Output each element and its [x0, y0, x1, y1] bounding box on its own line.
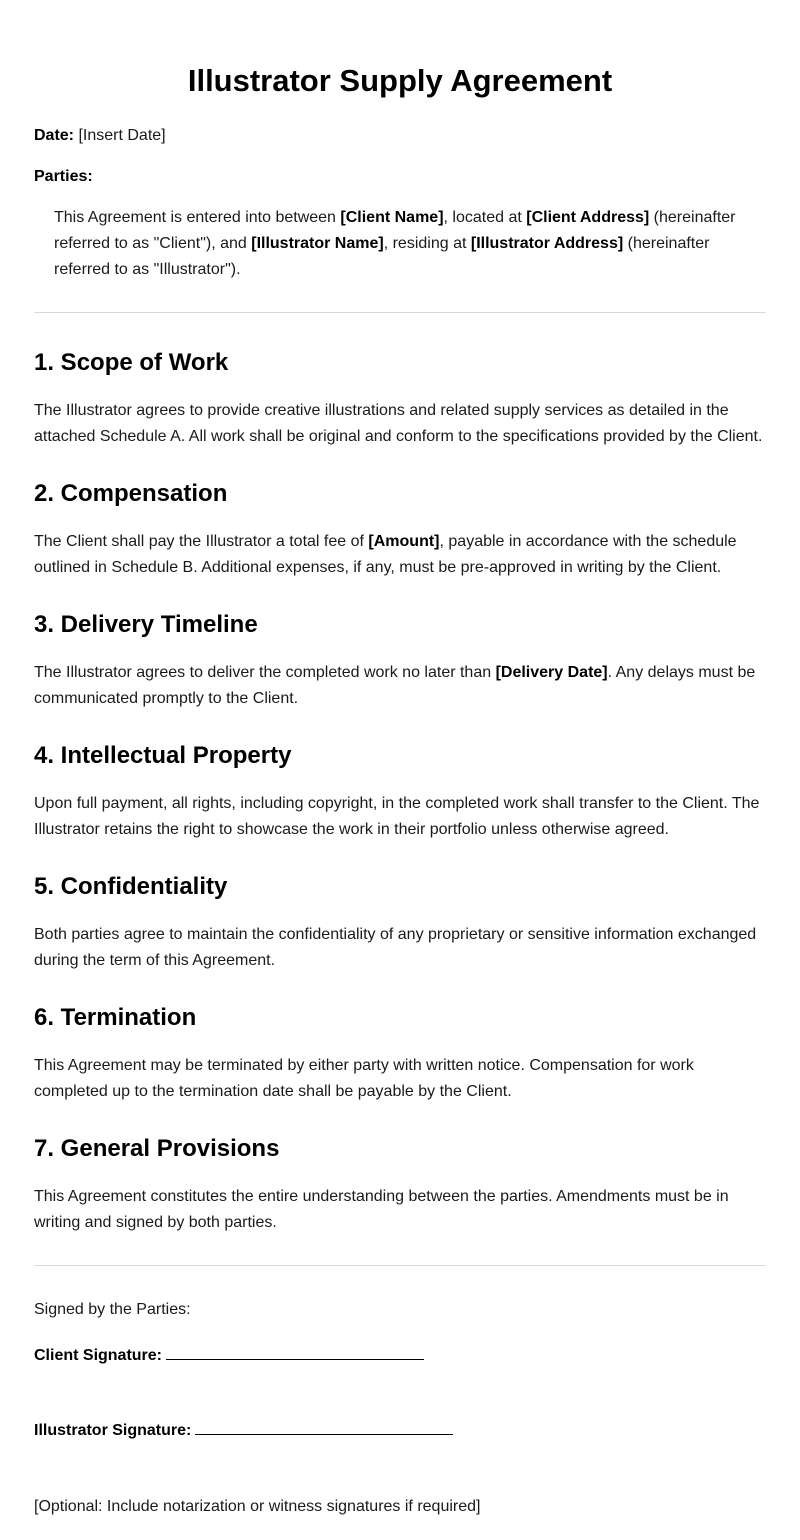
parties-label	[34, 165, 766, 189]
delivery-date-placeholder: [Delivery Date]	[495, 664, 608, 681]
illustrator-signature-line	[34, 1419, 766, 1443]
client-signature-field[interactable]	[166, 1345, 424, 1360]
client-signature-line	[34, 1344, 766, 1368]
section-heading: 5. Confidentiality	[34, 873, 228, 900]
section-delivery-timeline	[34, 609, 766, 712]
date-label: Date:	[34, 127, 75, 144]
parties-text-1: This Agreement is entered into between	[54, 209, 341, 226]
compensation-text-1: The Client shall pay the Illustrator a total fee of	[34, 533, 369, 550]
delivery-text-2: . Any delays must be communicated promptly to the Client.	[34, 664, 756, 707]
compensation-text-2: , payable in accordance with the schedule outlined in Schedule B. Additional expenses, if any, must be pre-approved in writing by the Client.	[34, 533, 737, 576]
section-heading: 2. Compensation	[34, 480, 228, 507]
section-text	[34, 529, 766, 581]
section-text	[34, 660, 766, 712]
parties-text-3: (hereinafter referred to as "Client"), and	[54, 209, 736, 252]
section-compensation	[34, 478, 766, 581]
illustrator-name-placeholder: [Illustrator Name]	[251, 235, 384, 252]
divider	[34, 1265, 766, 1266]
agreement-sections	[34, 347, 766, 1236]
illustrator-address-placeholder: [Illustrator Address]	[470, 235, 624, 252]
date-value: [Insert Date]	[78, 127, 166, 144]
section-general-provisions	[34, 1133, 766, 1236]
section-heading: 3. Delivery Timeline	[34, 611, 258, 638]
section-text: Upon full payment, all rights, including copyright, in the completed work shall transfer to the Client. The Illustrator retains the right to showcase the work in their portfolio unless otherwise agreed.	[34, 795, 760, 838]
divider	[34, 312, 766, 313]
delivery-text-1: The Illustrator agrees to deliver the completed work no later than	[34, 664, 496, 681]
signed-by-text: Signed by the Parties:	[34, 1301, 191, 1318]
section-scope-of-work	[34, 347, 766, 450]
section-text: This Agreement constitutes the entire understanding between the parties. Amendments must be in writing and signed by both parties.	[34, 1188, 729, 1231]
parties-paragraph	[54, 205, 766, 283]
section-text: The Illustrator agrees to provide creative illustrations and related supply services as detailed in the attached Schedule A. All work shall be original and conform to the specifications provided by the Client.	[34, 402, 763, 445]
parties-text-2: , located at	[443, 209, 527, 226]
illustrator-signature-field[interactable]	[195, 1420, 453, 1435]
client-address-placeholder: [Client Address]	[526, 209, 650, 226]
section-heading: 7. General Provisions	[34, 1135, 280, 1162]
parties-text-5: (hereinafter referred to as "Illustrator").	[54, 235, 710, 278]
illustrator-signature-label: Illustrator Signature:	[34, 1422, 192, 1439]
amount-placeholder: [Amount]	[368, 533, 440, 550]
section-heading: 1. Scope of Work	[34, 349, 229, 376]
date-line	[34, 124, 766, 148]
section-heading: 6. Termination	[34, 1004, 197, 1031]
section-text: Both parties agree to maintain the confidentiality of any proprietary or sensitive information exchanged during the term of this Agreement.	[34, 926, 757, 969]
section-termination	[34, 1002, 766, 1105]
section-text: This Agreement may be terminated by either party with written notice. Compensation for work completed up to the termination date shall be payable by the Client.	[34, 1057, 694, 1100]
parties-label-text: Parties:	[34, 168, 93, 185]
section-intellectual-property	[34, 740, 766, 843]
section-heading: 4. Intellectual Property	[34, 742, 292, 769]
document-title: Illustrator Supply Agreement	[187, 63, 613, 98]
parties-text-4: , residing at	[383, 235, 471, 252]
optional-note: [Optional: Include notarization or witness signatures if required]	[34, 1498, 481, 1515]
client-name-placeholder: [Client Name]	[340, 209, 444, 226]
client-signature-label: Client Signature:	[34, 1347, 163, 1364]
section-confidentiality	[34, 871, 766, 974]
